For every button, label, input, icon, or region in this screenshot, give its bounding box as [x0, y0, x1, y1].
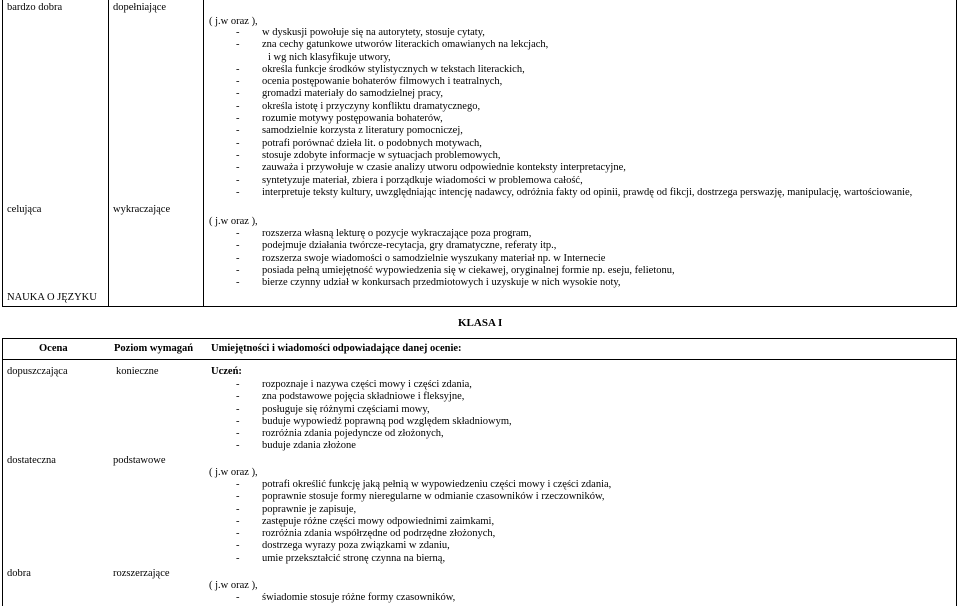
table-border	[956, 0, 957, 307]
list-item: - syntetyzuje materiał, zbiera i porządkuje wiadomości w problemowa całość,	[236, 174, 583, 186]
row-list	[236, 379, 512, 453]
list-item: - bierze czynny udział w konkursach przedmiotowych i uzyskuje w nich wysokie noty,	[236, 277, 621, 289]
list-item: - posługuje się różnymi częściami mowy,	[236, 403, 430, 415]
row-intro: Uczeń:	[211, 366, 242, 377]
list-item: - potrafi porównać dzieła lit. o podobnych motywach,	[236, 137, 482, 149]
class-title: KLASA I	[458, 317, 503, 329]
list-item: - rozszerza własną lekturę o pozycje wykraczające poza program,	[236, 228, 532, 239]
header-skills: Umiejętności i wiadomości odpowiadające danej ocenie:	[211, 343, 462, 354]
block1-list	[236, 27, 912, 199]
list-item: - poprawnie stosuje formy nieregularne w odmianie czasowników i rzeczowników,	[236, 491, 605, 503]
table-border	[2, 338, 3, 606]
list-item: - rozróżnia zdania współrzędne od podrzędne złożonych,	[236, 528, 496, 540]
list-item: - zna cechy gatunkowe utworów literackich omawianych na lekcjach,	[236, 39, 549, 51]
list-item: - interpretuje teksty kultury, uwzględniając intencję nadawcy, odróżnia fakty od opinii, prawdę od fikcji, dostrzega perswazję, manipulację, wartościowanie,	[236, 186, 913, 198]
row-list	[236, 592, 455, 604]
block2-intro: ( j.w oraz ),	[209, 216, 258, 227]
header-grade: Ocena	[39, 343, 68, 354]
list-item: - zauważa i przywołuje w czasie analizy utworu odpowiednie konteksty interpretacyjne,	[236, 162, 626, 174]
row-intro: ( j.w oraz ),	[209, 580, 258, 591]
table-border	[203, 0, 204, 307]
row-intro: ( j.w oraz ),	[209, 467, 258, 478]
list-item: - stosuje zdobyte informacje w sytuacjach problemowych,	[236, 149, 501, 161]
list-item: - zna podstawowe pojęcia składniowe i fleksyjne,	[236, 391, 465, 403]
list-item: - potrafi określić funkcję jaką pełnią w wypowiedzeniu części mowy i części zdania,	[236, 479, 612, 490]
grade-cell: bardzo dobra	[7, 2, 63, 13]
list-item: - rozumie motywy postępowania bohaterów,	[236, 113, 443, 125]
list-item: - ocenia postępowanie bohaterów filmowych i teatralnych,	[236, 76, 503, 88]
list-item: - rozróżnia zdania pojedyncze od złożonych,	[236, 428, 444, 440]
list-item: - rozpoznaje i nazywa części mowy i części zdania,	[236, 379, 472, 390]
list-item: - posiada pełną umiejętność wypowiedzenia się w ciekawej, oryginalnej formie np. eseju, felietonu,	[236, 264, 675, 276]
level-cell: podstawowe	[113, 455, 166, 466]
grade-cell: dobra	[7, 568, 31, 579]
table-border	[2, 306, 957, 307]
level-cell: wykraczające	[113, 204, 171, 215]
section-label: NAUKA O JĘZYKU	[7, 292, 97, 303]
list-item: - umie przekształcić stronę czynna na bierną,	[236, 552, 446, 564]
table-border	[2, 0, 3, 307]
table-border	[108, 0, 109, 307]
level-cell: konieczne	[116, 366, 159, 377]
list-item: i wg nich klasyfikuje utwory,	[268, 51, 391, 63]
list-item: - podejmuje działania twórcze-recytacja, gry dramatyczne, referaty itp.,	[236, 240, 557, 252]
list-item: - poprawnie je zapisuje,	[236, 503, 357, 515]
list-item: - w dyskusji powołuje się na autorytety, stosuje cytaty,	[236, 27, 485, 38]
level-cell: rozszerzające	[113, 568, 170, 579]
row-list	[236, 479, 611, 565]
header-level: Poziom wymagań	[114, 343, 194, 354]
grade-cell: celująca	[7, 204, 42, 215]
table-border	[2, 359, 957, 360]
list-item: - zastępuje różne części mowy odpowiednimi zaimkami,	[236, 515, 495, 527]
grade-cell: dostateczna	[7, 455, 56, 466]
list-item: - określa istotę i przyczyny konfliktu dramatycznego,	[236, 100, 481, 112]
list-item: - gromadzi materiały do samodzielnej pracy,	[236, 88, 443, 100]
list-item: - buduje wypowiedź poprawną pod względem składniowym,	[236, 415, 512, 427]
table-border	[956, 338, 957, 606]
list-item: - świadomie stosuje różne formy czasowników,	[236, 592, 456, 603]
block1-intro: ( j.w oraz ),	[209, 16, 258, 27]
list-item: - określa funkcje środków stylistycznych w tekstach literackich,	[236, 63, 525, 75]
list-item: - buduje zdania złożone	[236, 440, 356, 452]
block2-list	[236, 228, 675, 289]
grade-cell: dopuszczająca	[7, 366, 68, 377]
table-border	[2, 338, 957, 339]
list-item: - samodzielnie korzysta z literatury pomocniczej,	[236, 125, 463, 137]
level-cell: dopełniające	[113, 2, 167, 13]
list-item: - rozszerza swoje wiadomości o samodzielnie wyszukany materiał np. w Internecie	[236, 252, 606, 264]
list-item: - dostrzega wyrazy poza związkami w zdaniu,	[236, 540, 450, 552]
